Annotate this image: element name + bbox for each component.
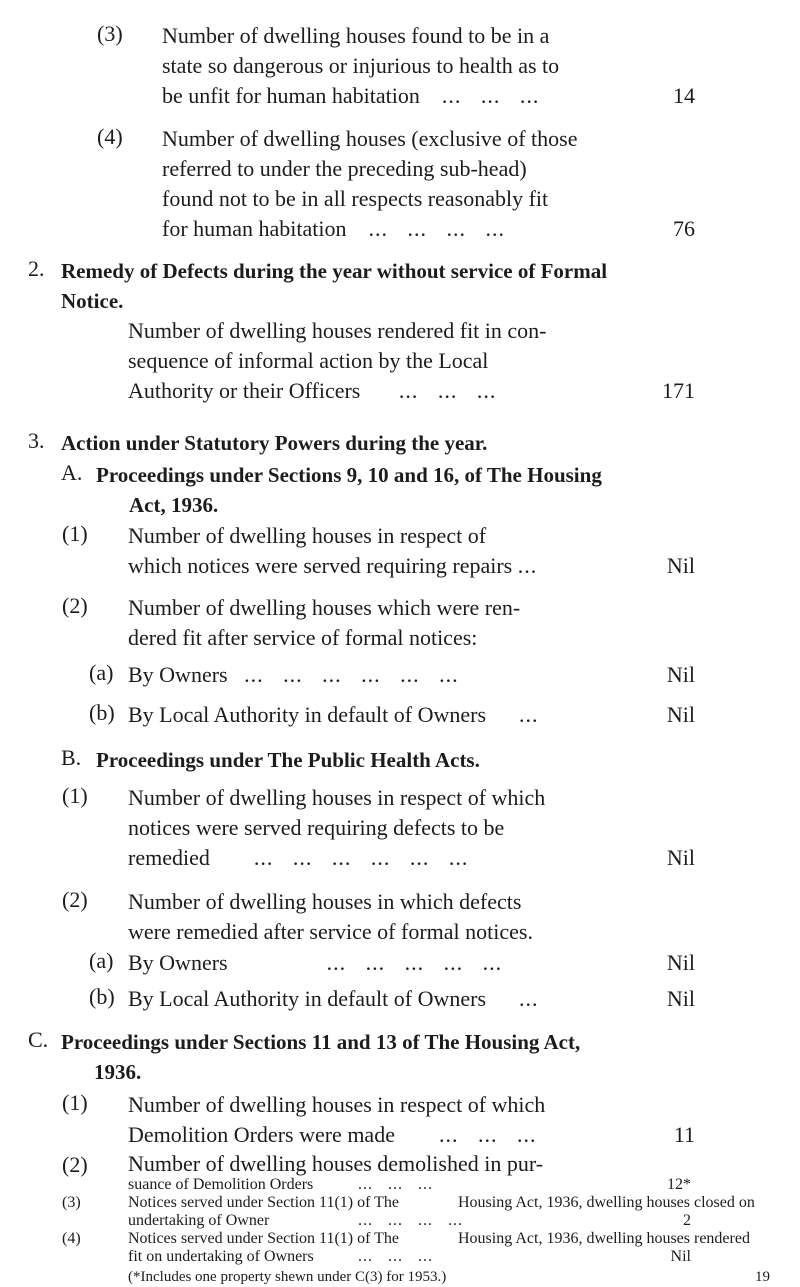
item-value: Nil <box>670 1248 691 1265</box>
subsection-heading: Proceedings under Sections 11 and 13 of The Housing Act, <box>61 1030 581 1054</box>
text-line: notices were served requiring defects to be <box>128 815 505 840</box>
text-line: Number of dwelling houses in respect of <box>128 523 487 548</box>
text-line: Number of dwelling houses in respect of which <box>128 1092 546 1117</box>
footnote: (*Includes one property shewn under C(3) for 1953.) <box>128 1269 447 1285</box>
text-line: Number of dwelling houses found to be in a <box>162 23 550 48</box>
subsection-heading: Proceedings under The Public Health Acts. <box>96 748 480 772</box>
section-3-heading <box>61 428 761 458</box>
subsection-heading: 1936. <box>94 1060 142 1084</box>
sub-item-num: (a) <box>89 948 114 973</box>
page-number: 19 <box>755 1269 770 1285</box>
sub-item-text: By Local Authority in default of Owners ... <box>128 986 539 1011</box>
b-item-1-text <box>128 783 728 873</box>
text-line: be unfit for human habitation ... ... ... <box>162 83 540 108</box>
item-value: 12* <box>667 1176 691 1193</box>
sub-item-num: (b) <box>89 700 115 725</box>
text-line: were remedied after service of formal notices. <box>128 919 533 944</box>
item-3-text <box>162 21 722 111</box>
subsection-letter: B. <box>61 745 82 770</box>
item-value: Nil <box>666 702 695 727</box>
text-line: Number of dwelling houses rendered fit in con- <box>128 318 547 343</box>
subsection-heading: Act, 1936. <box>129 493 219 517</box>
item-4-text <box>162 124 722 244</box>
item-num: (1) <box>62 521 88 546</box>
text-line: for human habitation ... ... ... ... <box>162 216 506 241</box>
section-num: 3. <box>28 428 45 453</box>
item-num: (4) <box>97 124 123 149</box>
subsection-letter: A. <box>61 460 83 485</box>
text-line: fit on undertaking of Owners ... ... ... Nil <box>128 1248 691 1265</box>
sub-item-text: By Owners ... ... ... ... ... <box>128 950 503 975</box>
text-line: dered fit after service of formal notices: <box>128 625 478 650</box>
item-num: (2) <box>62 887 88 912</box>
item-value: Nil <box>666 950 695 975</box>
text-line: which notices were served requiring repairs ... <box>128 553 538 578</box>
item-value: Nil <box>666 986 695 1011</box>
text-line: found not to be in all respects reasonably fit <box>162 186 549 211</box>
text-line: (3) Notices served under Section 11(1) of The Housing Act, 1936, dwelling houses closed on <box>62 1194 755 1211</box>
item-value: 14 <box>673 83 695 108</box>
section-heading: Remedy of Defects during the year without service of Formal <box>61 259 608 283</box>
text-line: remedied ... ... ... ... ... ... <box>128 845 469 870</box>
section-c-continued <box>28 1176 768 1266</box>
subsection-a-heading <box>96 460 776 520</box>
sub-item-num: (a) <box>89 660 114 685</box>
item-num: (4) <box>62 1230 81 1247</box>
text-line: state so dangerous or injurious to health as to <box>162 53 560 78</box>
section-heading: Notice. <box>61 289 124 313</box>
subsection-b-heading <box>96 745 776 775</box>
item-value: 11 <box>673 1122 695 1147</box>
text-line: referred to under the preceding sub-head) <box>162 156 527 181</box>
subsection-heading: Proceedings under Sections 9, 10 and 16, of The Housing <box>96 463 602 487</box>
section-num: 2. <box>28 256 45 281</box>
sub-item-text: By Local Authority in default of Owners ... <box>128 702 539 727</box>
subsection-letter: C. <box>28 1027 49 1052</box>
section-2-text <box>128 316 728 406</box>
item-value: 76 <box>673 216 695 241</box>
b-item-2-text <box>128 887 728 947</box>
item-num: (3) <box>97 21 123 46</box>
item-num: (2) <box>62 593 88 618</box>
item-num: (2) <box>62 1152 88 1177</box>
section-2-heading <box>61 256 761 316</box>
c-item-2-text <box>128 1152 728 1176</box>
item-value: Nil <box>666 662 695 687</box>
text-line: Number of dwelling houses demolished in pur- <box>128 1151 544 1176</box>
text-line: sequence of informal action by the Local <box>128 348 489 373</box>
text-line: Demolition Orders were made ... ... ... <box>128 1122 537 1147</box>
item-num: (1) <box>62 1090 88 1115</box>
item-num: (3) <box>62 1194 81 1211</box>
text-line: (4) Notices served under Section 11(1) of The Housing Act, 1936, dwelling houses rendered <box>62 1230 750 1247</box>
text-line: Number of dwelling houses (exclusive of those <box>162 126 578 151</box>
item-value: Nil <box>666 553 695 578</box>
item-num: (1) <box>62 783 88 808</box>
sub-item-num: (b) <box>89 984 115 1009</box>
a-item-1-text <box>128 521 728 581</box>
section-heading: Action under Statutory Powers during the year. <box>61 431 488 455</box>
a-item-2-text <box>128 593 728 653</box>
text-line: Number of dwelling houses which were ren- <box>128 595 521 620</box>
c-item-1-text <box>128 1090 728 1150</box>
text-line: undertaking of Owner ... ... ... ... 2 <box>128 1212 691 1229</box>
text-line: Number of dwelling houses in respect of which <box>128 785 546 810</box>
item-value: Nil <box>666 845 695 870</box>
text-line: suance of Demolition Orders ... ... ... 12* <box>128 1176 691 1193</box>
text-line: Number of dwelling houses in which defects <box>128 889 522 914</box>
item-value: 2 <box>683 1212 691 1229</box>
text-line: Authority or their Officers ... ... ... <box>128 378 497 403</box>
subsection-c-heading <box>61 1027 761 1087</box>
sub-item-text: By Owners ... ... ... ... ... ... <box>128 662 459 687</box>
item-value: 171 <box>662 378 695 403</box>
